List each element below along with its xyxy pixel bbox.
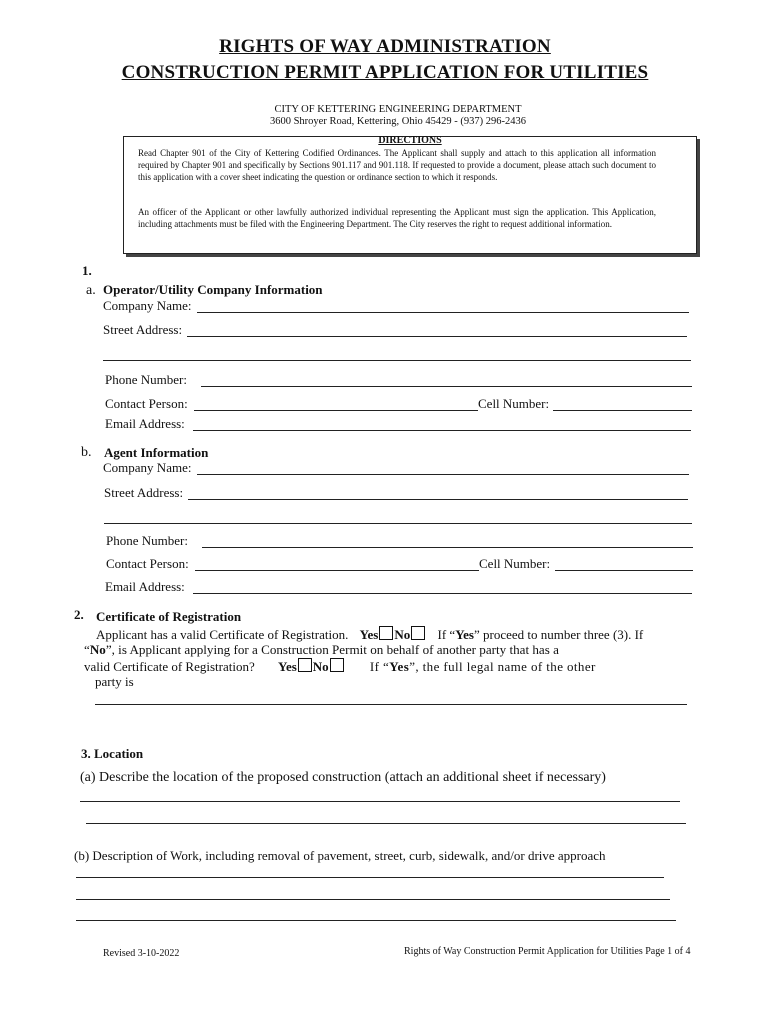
department-address: 3600 Shroyer Road, Kettering, Ohio 45429 - (937) 296-2436 — [269, 116, 527, 127]
certificate-instruction-1 — [438, 627, 644, 642]
phone-number-field-b[interactable] — [202, 547, 693, 548]
certificate-instruction-2 — [370, 659, 596, 674]
title-line-1: RIGHTS OF WAY ADMINISTRATION — [219, 36, 551, 57]
section-1a-heading: Operator/Utility Company Information — [103, 282, 323, 297]
line-2-prefix: “ — [84, 642, 90, 657]
street-address-field-a-line-2[interactable] — [103, 360, 691, 361]
contact-person-label-b: Contact Person: — [106, 556, 189, 571]
street-address-field-a[interactable] — [187, 336, 687, 337]
contact-person-field-a[interactable] — [194, 410, 478, 411]
yes-checkbox-1[interactable] — [379, 626, 393, 640]
certificate-line-2 — [84, 642, 686, 658]
work-description-label: (b) Description of Work, including removal of pavement, street, curb, sidewalk, and/or drive approach — [74, 848, 606, 863]
no-checkbox-1[interactable] — [411, 626, 425, 640]
street-address-label-a: Street Address: — [103, 322, 183, 337]
certificate-question-2: valid Certificate of Registration? — [84, 659, 255, 674]
work-description-line-1[interactable] — [76, 877, 664, 878]
cell-number-label-a: Cell Number: — [478, 396, 550, 411]
revision-date: Revised 3-10-2022 — [103, 948, 180, 959]
location-field-line-2[interactable] — [86, 823, 686, 824]
email-address-field-a[interactable] — [193, 430, 691, 431]
email-address-field-b[interactable] — [193, 593, 692, 594]
section-2-number: 2. — [74, 607, 84, 622]
certificate-line-4: party is — [95, 674, 134, 689]
work-description-line-2[interactable] — [76, 899, 670, 900]
email-address-label-b: Email Address: — [105, 579, 185, 594]
phone-number-label-b: Phone Number: — [106, 533, 188, 548]
section-1b-heading: Agent Information — [104, 445, 209, 460]
yes-checkbox-2[interactable] — [298, 658, 312, 672]
company-name-label-b: Company Name: — [103, 460, 192, 475]
directions-paragraph-1: Read Chapter 901 of the City of Kettering Codified Ordinances. The Applicant shall supply and attach to this application all information required by Chapter 901 and specifically by Sections 901.117 and 901.118. If requested to provide a document, please attach such document to this application with a cover sheet indicating the question or ordinance section to which it responds. — [138, 148, 656, 182]
location-description-label: (a) Describe the location of the proposed construction (attach an additional sheet if necessary) — [80, 770, 606, 785]
line-2-text: ”, is Applicant applying for a Construction Permit on behalf of another party that has a — [105, 642, 559, 657]
contact-person-label-a: Contact Person: — [105, 396, 188, 411]
phone-number-field-a[interactable] — [201, 386, 692, 387]
location-field-line-1[interactable] — [80, 801, 680, 802]
company-name-field-b[interactable] — [197, 474, 689, 475]
page-footer-label: Rights of Way Construction Permit Application for Utilities Page 1 of 4 — [404, 946, 691, 957]
instruction-2-prefix: If “ — [369, 659, 390, 674]
certificate-line-1 — [96, 626, 643, 643]
other-party-name-field[interactable] — [95, 704, 687, 705]
certificate-line-3 — [84, 658, 596, 675]
no-label-1: No — [394, 627, 411, 642]
company-name-field-a[interactable] — [197, 312, 689, 313]
work-description-line-3[interactable] — [76, 920, 676, 921]
cell-number-field-a[interactable] — [553, 410, 692, 411]
email-address-label-a: Email Address: — [105, 416, 185, 431]
directions-box — [123, 136, 697, 254]
yes-label-1: Yes — [359, 627, 379, 642]
instruction-1-prefix: If “ — [437, 627, 456, 642]
cell-number-label-b: Cell Number: — [479, 556, 551, 571]
instruction-1-suffix: ” proceed to number three (3). If — [473, 627, 644, 642]
company-name-label-a: Company Name: — [103, 298, 192, 313]
directions-heading: DIRECTIONS — [378, 135, 442, 146]
line-2-no: No — [89, 642, 106, 657]
instruction-1-yes: Yes — [455, 627, 474, 642]
directions-paragraph-2: An officer of the Applicant or other lawfully authorized individual representing the Applicant must sign the application. This Application, including attachments must be filed with the Engineering Department. The City reserves the right to request additional information. — [138, 207, 656, 229]
certificate-question-1: Applicant has a valid Certificate of Registration. — [96, 627, 349, 642]
street-address-field-b[interactable] — [188, 499, 688, 500]
section-3-heading: 3. Location — [81, 746, 144, 761]
street-address-field-b-line-2[interactable] — [104, 523, 692, 524]
no-label-2: No — [312, 659, 329, 674]
cell-number-field-b[interactable] — [555, 570, 693, 571]
yes-label-2: Yes — [278, 659, 297, 674]
section-1b-letter: b. — [81, 445, 92, 460]
contact-person-field-b[interactable] — [195, 570, 479, 571]
department-name: CITY OF KETTERING ENGINEERING DEPARTMENT — [274, 104, 522, 115]
instruction-2-yes: Yes — [389, 659, 410, 674]
instruction-2-suffix: ”, the full legal name of the other — [409, 659, 596, 674]
phone-number-label-a: Phone Number: — [105, 372, 187, 387]
no-checkbox-2[interactable] — [330, 658, 344, 672]
section-1-number: 1. — [82, 263, 92, 278]
title-line-2: CONSTRUCTION PERMIT APPLICATION FOR UTILITIES — [121, 62, 649, 83]
section-1a-letter: a. — [86, 283, 96, 298]
street-address-label-b: Street Address: — [104, 485, 184, 500]
section-2-heading: Certificate of Registration — [96, 609, 242, 624]
